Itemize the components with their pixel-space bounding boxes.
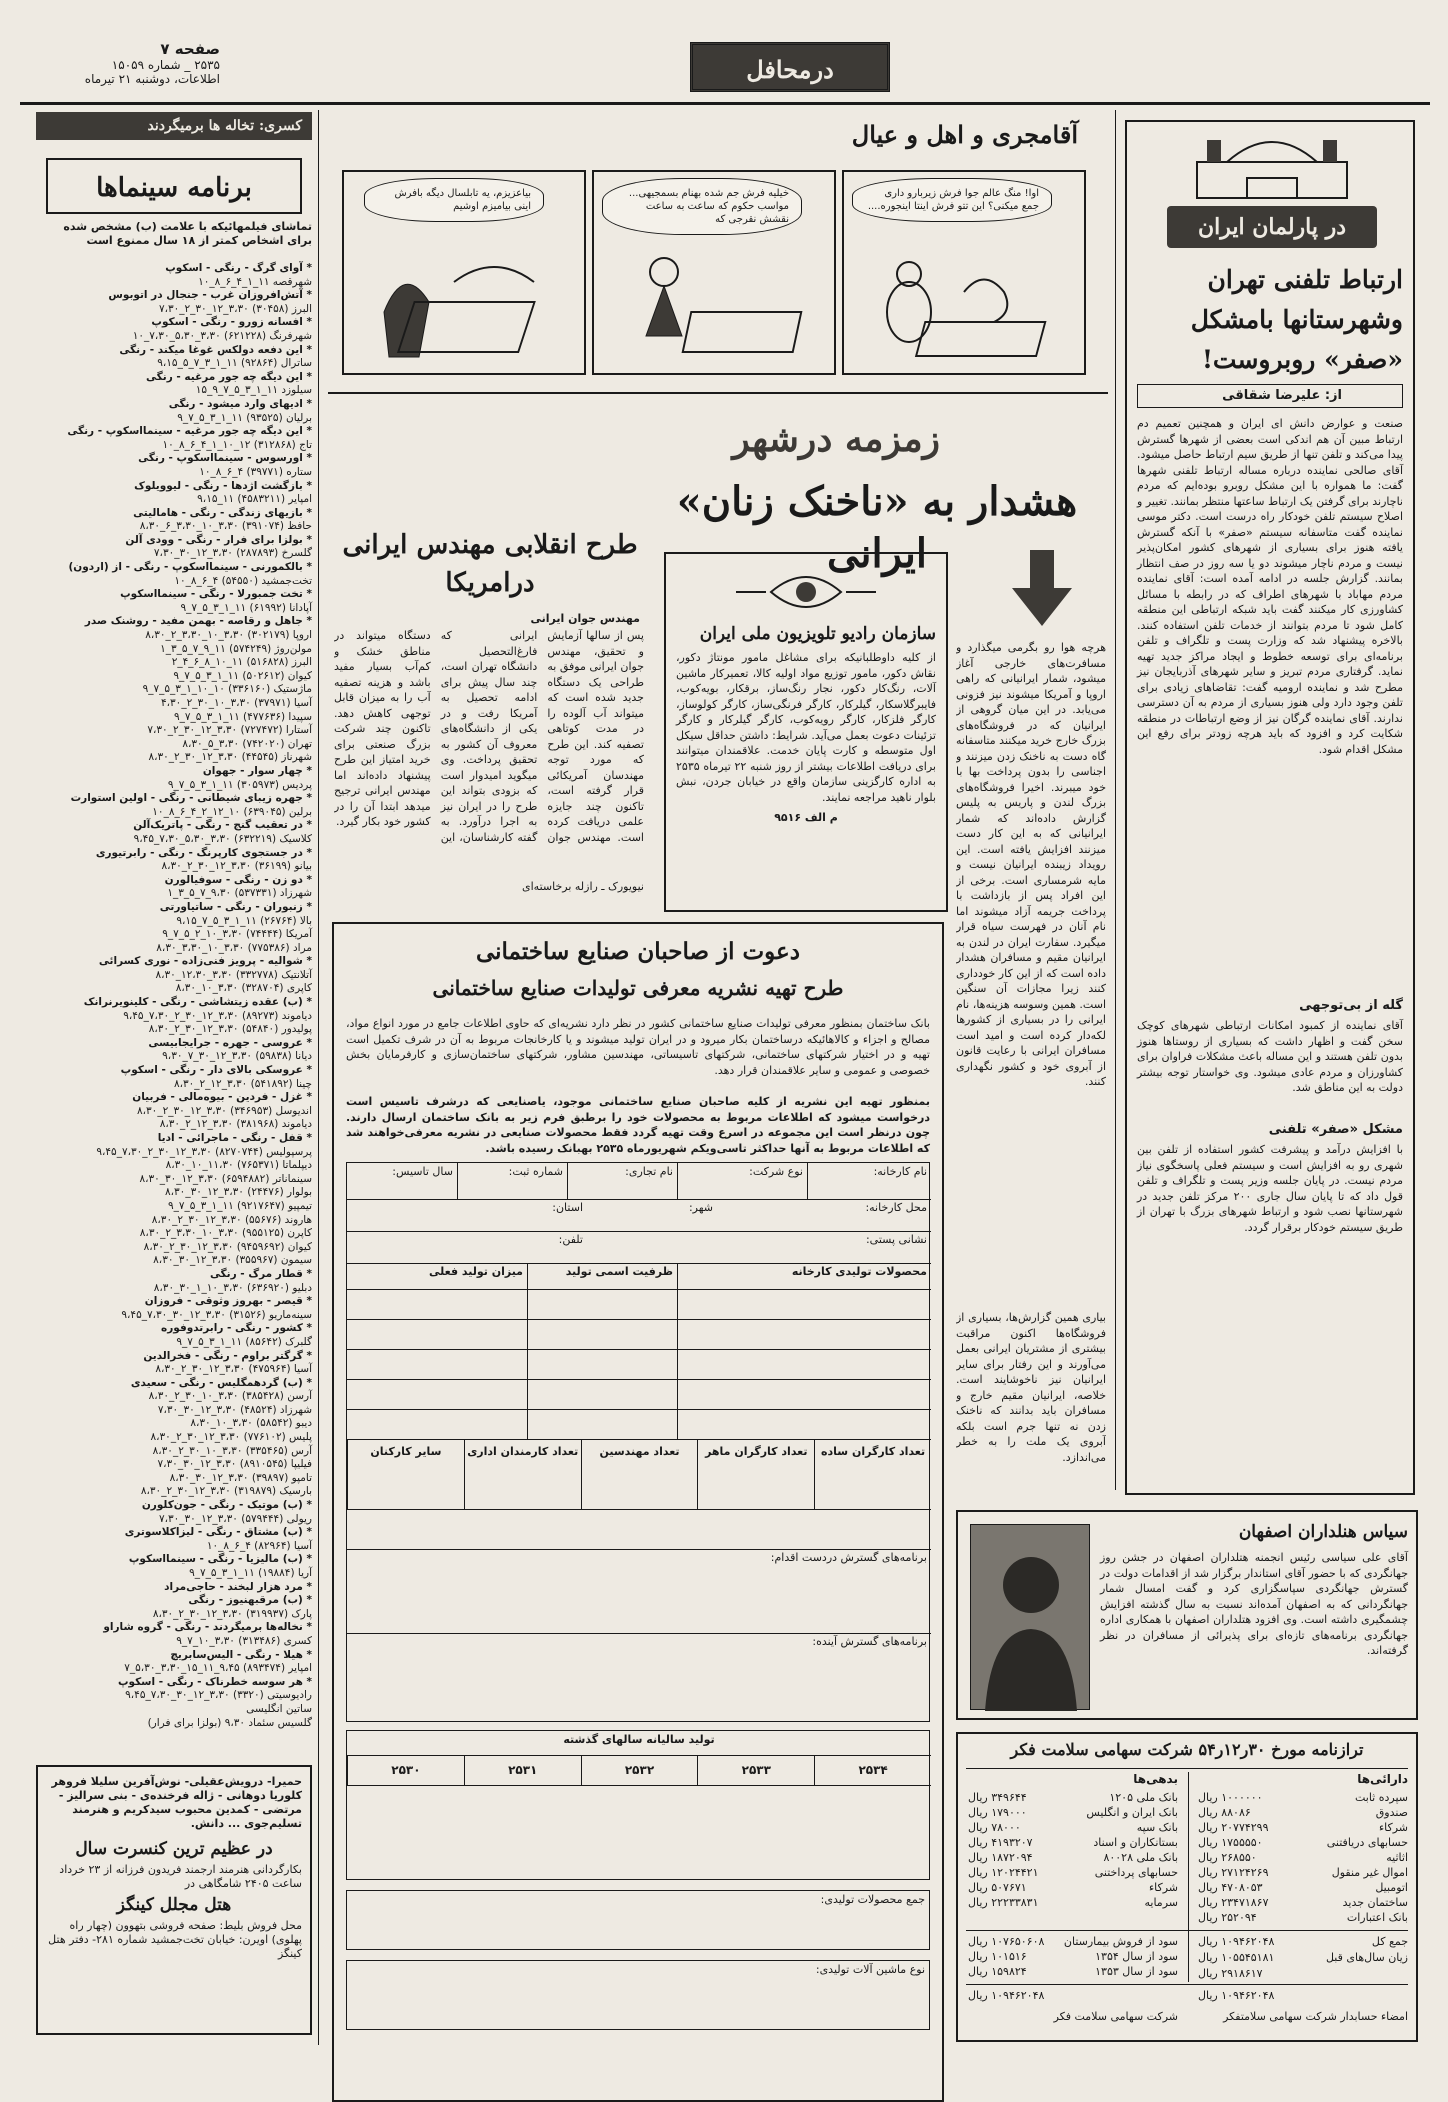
field-postal[interactable]: نشانی پستی: bbox=[865, 1233, 927, 1246]
cinema-showtime: آمریکا (۷۴۴۴۴) ۳،۳۰_۱۰_۲_۵_۷_۹ bbox=[162, 928, 312, 941]
parliament-author: از: علیرضا شقاقی bbox=[1137, 384, 1403, 408]
year-col: ۲۵۳۳ bbox=[697, 1755, 814, 1785]
field-company-type[interactable]: نوع شرکت: bbox=[677, 1163, 807, 1199]
cinema-showtime: رادیوسیتی (۳۳۲۰) ۳،۳۰_۱۲_۳۰_۷،۳۰_۹،۴۵ bbox=[125, 1689, 312, 1702]
liability-row bbox=[968, 1835, 1178, 1850]
parliament-subhead-1: گله از بی‌توجهی bbox=[1299, 998, 1403, 1013]
liability-row bbox=[968, 1790, 1178, 1805]
cartoon-figures-2 bbox=[604, 252, 828, 372]
col-products: محصولات تولیدی کارخانه bbox=[677, 1263, 931, 1289]
income-row-value: ۱۵۹۸۲۴ ریال bbox=[968, 1965, 1027, 1978]
cinema-showtime: ساتین انگلیسی bbox=[246, 1702, 312, 1715]
staff-col-header: تعداد کارگران ساده bbox=[814, 1439, 931, 1509]
cinema-showtime: بولوار (۲۴۴۷۶) ۳،۳۰_۱۲_۳۰_۸،۳۰ bbox=[165, 1186, 312, 1199]
staff-col-header: تعداد کارمندان اداری bbox=[464, 1439, 581, 1509]
cinema-film-title: * در جستجوی کارپرنگ - رنگی - رابرتیوری bbox=[95, 846, 312, 859]
loss-row bbox=[1198, 1950, 1408, 1965]
date-line: اطلاعات، دوشنبه ۲۱ تیرماه bbox=[84, 72, 220, 86]
cinema-film-title: * (ب) عقده زیتشاشی - رنگی - کلینویرنرانک bbox=[83, 996, 312, 1009]
cinema-showtime: چینا (۵۴۱۸۹۲) ۳،۳۰_۱۲_۲_۸،۳۰ bbox=[173, 1077, 312, 1090]
asset-row-value: ۲۰۷۷۴۲۹۹ ریال bbox=[1198, 1821, 1269, 1834]
cinema-film-title: * کشور - رنگی - رابرتدوفوره bbox=[161, 1322, 312, 1335]
balance-sheet bbox=[956, 1732, 1418, 2042]
asset-row-label: اتومبیل bbox=[1375, 1881, 1408, 1894]
loss-value-2: ۲۹۱۸۶۱۷ ریال bbox=[1198, 1967, 1263, 1980]
cinema-showtime: ستاره (۳۹۷۷۱) ۴_۶_۸_۱۰ bbox=[199, 465, 312, 478]
cinema-film-title: * شوالیه - پرویز فنی‌زاده - نوری کسرائی bbox=[98, 955, 312, 968]
industry-subtitle: طرح تهیه نشریه معرفی تولیدات صنایع ساختمانی bbox=[432, 976, 844, 1000]
cinema-showtime: آپادانا (۶۱۹۹۲) ۱۱_۱_۳_۵_۷_۹ bbox=[180, 601, 312, 614]
parliament-title: در پارلمان ایران bbox=[1167, 206, 1377, 248]
cinema-film-title: * تخت جمبورلا - رنگی - سینمااسکوپ bbox=[120, 588, 312, 601]
cartoon-figures-1 bbox=[854, 252, 1078, 372]
concert-tickets: محل فروش بلیط: صفحه فروشی بتهوون (چهار راه پهلوی) اویرن: خیابان تخت‌جمشید شماره ۲۸۱- دفتر هتل کینگز bbox=[48, 1919, 302, 1960]
masthead-rule bbox=[20, 102, 1430, 105]
balance-total: ۱۰۹۴۶۲۰۴۸ ریال bbox=[1198, 1989, 1275, 2002]
cinema-showtime: شهرزاد (۵۳۷۳۳۱) ۹،۳۰_۷_۵_۳_۱ bbox=[167, 887, 312, 900]
industry-intro-2: بمنظور تهیه این نشریه از کلیه صاحبان صنایع ساختمانی موجود، یاصنایعی که درشرف تاسیس است درخواست میشود که اطلاعات مربوط به محصولات خود را برطبق فرم زیر به بانک ساختمان ارسال دارند. چون درنظر است این مجموعه در اسرع وقت تهیه گردد فقط محصولات صنایعی در نشریه معرفی‌خواهند شد که اطلاعات مربوط به آنها حداکثر تاسی‌ویکم شهریورماه ۲۵۳۵ بهبانک رسیده باشد. bbox=[346, 1095, 930, 1155]
cinema-film-title: * زنبوران - رنگی - ساتیاورتی bbox=[159, 900, 312, 913]
cinema-film-title: * در تعقیب گنج - رنگی - پاتریک‌آلن bbox=[133, 819, 312, 832]
cinema-showtime: آسیا (۸۲۹۶۴) ۴_۶_۸_۱۰ bbox=[206, 1539, 312, 1552]
liability-row bbox=[968, 1895, 1178, 1910]
cartoon-figures-3 bbox=[354, 242, 578, 372]
year-col: ۲۵۳۲ bbox=[581, 1755, 698, 1785]
cinema-header: برنامه سینماها bbox=[46, 158, 302, 214]
concert-title: در عظیم ترین کنسرت سال bbox=[75, 1839, 273, 1859]
cinema-film-title: * این دفعه دولکس غوغا میکند - رنگی bbox=[119, 343, 312, 356]
cinema-film-title: * (ب) مشتاق - رنگی - لیزاکلاسوتری bbox=[124, 1526, 312, 1539]
cinema-showtime: دیانا (۵۹۸۳۸) ۳،۳۰_۱۲_۳۰_۷_۹،۳۰ bbox=[162, 1050, 312, 1063]
cinema-film-title: * (ب) موتیک - رنگی - جون‌کلورن bbox=[141, 1499, 312, 1512]
parliament-subhead-2: مشکل «صفر» تلفنی bbox=[1268, 1122, 1403, 1137]
cinema-film-title: * غزل - فردین - بیوه‌مالی - فربیان bbox=[132, 1091, 312, 1104]
cinema-showtime: آسیا (۴۷۵۹۶۴) ۳،۳۰_۱۲_۳۰_۲_۸،۳۰ bbox=[155, 1363, 312, 1376]
loss-value: ۱۰۵۵۴۵۱۸۱ ریال bbox=[1198, 1951, 1275, 1964]
hoteliers-box bbox=[956, 1510, 1418, 1720]
hoteliers-body: آقای علی سیاسی رئیس انجمنه هتلداران اصفهان در جشن روز جهانگردی که با حضور آقای استاندار برگزار شد از اقدامات دولت در گسترش جهانگردی سپاسگزاری کرد و گفت امسال شمار جهانگردانی که به اصفهان آمده‌اند نسبت به سال گذشته افزایش چشمگیری داشته است. وی افزود هتلداران اصفهان با همکاری اداره جهانگردی برنامه‌های تازه‌ای برای پذیرائی از مسافران در نظر گرفته‌اند. bbox=[1100, 1551, 1408, 1657]
cinema-showtime: مراد (۷۷۵۳۸۶) ۳،۳۰_۱۰_۳،۳۰_۸،۳۰ bbox=[156, 941, 312, 954]
cinema-showtime: بیانو (۳۶۱۹۹) ۳،۳۰_۱۲_۳۰_۲_۸،۳۰ bbox=[161, 860, 312, 873]
cartoon-panel-2 bbox=[592, 170, 836, 375]
liability-row-value: ۱۲۰۲۴۴۲۱ ریال bbox=[968, 1866, 1039, 1879]
past-production bbox=[346, 1730, 930, 1880]
staff-col-header: تعداد کارگران ماهر bbox=[697, 1439, 814, 1509]
cinema-showtime: گلبرک (۸۵۶۴۲) ۱۱_۱_۳_۵_۷_۹ bbox=[176, 1335, 312, 1348]
cinema-showtime: کاپری (۳۲۸۷۰۴) ۳،۳۰_۱۰_۸،۳۰ bbox=[175, 982, 312, 995]
speech-bubble-2: خیلیه فرش جم شده بهنام بسمجیهی... مواسب حکوم که ساعت به ساعت نقشش نقرجی که bbox=[602, 178, 802, 235]
sign-left: شرکت سهامی سلامت فکر bbox=[1053, 2010, 1178, 2023]
cinema-showtime: شهرفرنگ (۶۲۱۲۲۸) ۳،۳۰_۵،۳۰_۷،۳۰_۱۰ bbox=[132, 329, 312, 342]
portrait-photo bbox=[970, 1524, 1090, 1710]
radio-tv-body: از کلیه داوطلبانیکه برای مشاغل مامور مونتاژ دکور، نقاش دکور، مامور توزیع مواد اولیه کالا، تعمیرکار ماشین آلات، رنگ‌کار دکور، نجار رنگ‌ساز، برقکار، بویه‌کوب، فایبرگلاسکار، گیلرکار، کارگر فرنگی‌ساز، کارگر کولوساز، کارگر فلزکار، کارگر رویه‌کوب، کارگر گیلرکار و کارگر تزئینات دعوت بعمل می‌آید. شرایط: داشتن حداقل سیکل اول متوسطه و کارت پایان خدمت. علاقمندان میتوانند برای دریافت اطلاعات بیشتر از روز شنبه ۲۲ تیرماه ۲۵۳۵ به اداره کارگزینی سازمان واقع در خیابان جردن، نبش بلوار ناهید مراجعه نمایند. bbox=[676, 651, 936, 804]
cinema-showtime: کلاسیک (۶۳۲۲۱۹) ۳،۳۰_۵،۳۰_۷،۳۰_۹،۴۵ bbox=[133, 832, 312, 845]
cinema-showtime: کاپرن (۹۵۵۱۲۵) ۳،۳۰_۱۰_۳،۳۰_۲_۸،۳۰ bbox=[139, 1227, 312, 1240]
balance-total-row bbox=[1198, 1988, 1408, 2003]
asset-row-value: ۲۷۱۲۴۲۶۹ ریال bbox=[1198, 1866, 1269, 1879]
col-actual: میزان تولید فعلی bbox=[429, 1265, 523, 1278]
asset-row bbox=[1198, 1910, 1408, 1925]
cinema-showtime: تیمپیو (۹۲۱۷۶۴۷) ۱۱_۱_۳_۵_۷_۹ bbox=[167, 1199, 312, 1212]
cinema-film-title: * چهار سوار - جهوان bbox=[202, 764, 312, 777]
asset-row-label: سپرده ثابت bbox=[1354, 1791, 1408, 1804]
field-current-plan[interactable]: برنامه‌های گسترش دردست اقدام: bbox=[770, 1551, 927, 1564]
cinema-film-title: * بالکمورنی - سینمااسکوپ - رنگی - از (اردون) bbox=[68, 561, 312, 574]
asset-row-label: حسابهای دریافتنی bbox=[1326, 1836, 1408, 1849]
cinema-film-title: * قیصر - بهروز وثوقی - فروزان bbox=[144, 1295, 312, 1308]
asset-row-label: اموال غیر منقول bbox=[1331, 1866, 1408, 1879]
cinema-showtime: کسری (۳۱۳۴۸۶) ۳،۳۰_۱۰_۷_۹ bbox=[176, 1634, 312, 1647]
parliament-headline: ارتباط تلفنی تهران وشهرستانها بامشکل «صفر» روبروست! bbox=[1190, 265, 1403, 374]
engineer-body: پس از سالها آزمایش و تحقیق، مهندس جوان ایرانی موفق به طراحی یک دستگاه جدید شده است که میتواند آب آلوده را در مدت کوتاهی تصفیه کند. این طرح که مورد توجه مهندسان آمریکائی قرار گرفته است، تاکنون چند جایزه علمی دریافت کرده است. مهندس جوان ایرانی که فارغ‌التحصیل دانشگاه تهران است، چند سال پیش برای ادامه تحصیل به آمریکا رفت و در یکی از دانشگاه‌های معروف آن کشور به تحقیق پرداخت. وی میگوید امیدوار است که بزودی بتواند این طرح را در ایران نیز به اجرا درآورد. به گفته کارشناسان، این دستگاه میتواند در مناطق خشک و کم‌آب بسیار مفید باشد و هزینه تصفیه آب را به میزان قابل توجهی کاهش دهد. تاکنون چند شرکت بزرگ صنعتی برای خرید امتیاز این طرح پیشنهاد داده‌اند اما مهندس ایرانی ترجیح میدهد ابتدا آن را در کشور خود بکار گیرد. bbox=[334, 629, 644, 844]
cinema-showtime: پرسپولیس (۸۲۷۰۷۴۴) ۳،۳۰_۱۲_۳۰_۲_۷،۳۰_۹،۴۵ bbox=[96, 1145, 312, 1158]
cinema-showtime: دیاموند (۳۸۱۹۶۸) ۳،۳۰_۱۲_۲_۸،۳۰ bbox=[159, 1118, 312, 1131]
liability-row-label: بانک ملی ۸۰۰۲۸ bbox=[1103, 1851, 1178, 1864]
cinema-film-title: * جاهل و رقاصه - بهمن مفید - روشنک صدر bbox=[84, 615, 312, 628]
speech-bubble-1: اوا! منگ عالم جوا فرش زیربارو داری جمع میکنی؟ این تتو فرش اینتا اینجوره.... bbox=[852, 178, 1052, 222]
cinema-showtime: پلیس (۷۷۶۱۰۲) ۳،۳۰_۱۲_۳۰_۲_۸،۳۰ bbox=[150, 1431, 312, 1444]
cinema-showtime: بارسیک (۳۱۹۸۷۹) ۳،۳۰_۱۲_۳۰_۲_۸،۳۰ bbox=[140, 1485, 312, 1498]
cinema-showtime: ماژستیک (۳۳۶۱۶۰) ۱۰_۱۰_۱_۳_۵_۷_۹ bbox=[142, 683, 312, 696]
assets-list bbox=[1198, 1790, 1408, 1925]
cinema-showtime: هاروند (۵۵۶۷۶) ۳،۳۰_۱۲_۳۰_۲_۸،۳۰ bbox=[151, 1213, 312, 1226]
cinema-intro: تماشای فیلمهائیکه با علامت (ب) مشخص شده برای اشخاص کمتر از ۱۸ سال ممنوع است bbox=[63, 220, 312, 247]
asset-row bbox=[1198, 1835, 1408, 1850]
cinema-film-title: * مرد هزار لبخند - حاجی‌مراد bbox=[164, 1580, 312, 1593]
balance-title: ترازنامه مورخ ۳۰ر۱۲ر۵۴ شرکت سهامی سلامت فکر bbox=[1010, 1740, 1364, 1759]
income-row-label: سود از سال ۱۳۵۴ bbox=[1095, 1950, 1178, 1963]
cinema-film-title: * (ب) گردهمگلیس - رنگی - سعیدی bbox=[130, 1376, 312, 1389]
liability-row bbox=[968, 1880, 1178, 1895]
cinema-showtime: دیاموند (۸۹۲۷۳) ۳،۳۰_۱۲_۳۰_۲_۷،۳۰_۹،۴۵ bbox=[123, 1009, 312, 1022]
field-reg-no[interactable]: شماره ثبت: bbox=[457, 1163, 567, 1199]
year-col: ۲۵۳۴ bbox=[814, 1755, 931, 1785]
loss-label: زیان سال‌های قبل bbox=[1325, 1951, 1408, 1964]
liability-row-label: بستانکاران و اسناد bbox=[1093, 1836, 1178, 1849]
asset-row-label: ساختمان جدید bbox=[1342, 1896, 1408, 1909]
issue-line: ۲۵۳۵ _ شماره ۱۵۰۵۹ bbox=[111, 58, 220, 72]
cinema-showtime: دیبو (۵۸۵۴۲) ۳،۳۰_۱۰_۸،۳۰ bbox=[190, 1417, 312, 1430]
field-province[interactable]: استان: bbox=[552, 1201, 583, 1214]
industry-form bbox=[332, 922, 944, 2102]
asset-row-value: ۱۷۵۵۵۵۰ ریال bbox=[1198, 1836, 1263, 1849]
cinema-showtime: اندیوسل (۳۴۶۹۵۳) ۳،۳۰_۱۲_۳۰_۲_۸،۳۰ bbox=[137, 1104, 312, 1117]
liab-total-row bbox=[968, 1988, 1178, 2003]
emblem-icon bbox=[676, 564, 936, 620]
cinema-showtime: آرسن (۳۸۵۴۲۸) ۳،۳۰_۱۰_۳۰_۲_۸،۳۰ bbox=[148, 1390, 312, 1403]
field-city[interactable]: شهر: bbox=[688, 1201, 713, 1214]
cinema-showtime: آریا (۱۹۸۸۴) ۱۱_۱_۳_۵_۷_۹ bbox=[189, 1567, 312, 1579]
liability-row bbox=[968, 1850, 1178, 1865]
field-year[interactable]: سال تاسیس: bbox=[392, 1165, 453, 1178]
cinema-film-title: * این دیگه چه جور مرغیه - سینمااسکوپ - رنگی bbox=[67, 425, 312, 438]
parliament-building-icon bbox=[1167, 132, 1377, 202]
asset-row-value: ۴۷۰۸۰۵۳ ریال bbox=[1198, 1881, 1263, 1894]
cinema-showtime: حافظ (۳۹۱۰۷۴) ۳،۳۰_۱۰_۳،۳۰_۶_۸،۳۰ bbox=[139, 520, 312, 533]
cinema-showtime: شهرقصه ۱۱_۱_۴_۶_۸_۱۰ bbox=[198, 275, 312, 288]
cinema-showtime: البرز (۵۱۶۸۲۸) ۱۱_۱۰_۸_۶_۴_۲ bbox=[171, 656, 312, 669]
concert-hotel: هتل مجلل کینگز bbox=[116, 1895, 232, 1915]
cinema-film-title: * قفل - رنگی - ماجرائی - ادیا bbox=[157, 1132, 312, 1144]
liability-row-label: سرمایه bbox=[1144, 1896, 1178, 1909]
cinema-showtime: فیلیپا (۸۹۱۰۵۴۵) ۳،۳۰_۱۲_۳۰_۷،۳۰ bbox=[157, 1458, 312, 1471]
liability-row-label: بانک ایران و انگلیس bbox=[1086, 1806, 1178, 1819]
loss-row-2 bbox=[1198, 1966, 1408, 1981]
cinema-showtime: برلیان (۹۳۵۲۵) ۱۱_۱_۳_۵_۷_۹ bbox=[177, 411, 312, 424]
cinema-film-title: * بازیهای زندگی - رنگی - هامالیتی bbox=[133, 506, 312, 519]
liab-total: ۱۰۹۴۶۲۰۴۸ ریال bbox=[968, 1989, 1045, 2002]
asset-row bbox=[1198, 1895, 1408, 1910]
concert-ad bbox=[36, 1765, 312, 2035]
liability-row-value: ۱۸۷۲۰۹۴ ریال bbox=[968, 1851, 1033, 1864]
parliament-body-3: با افزایش درآمد و پیشرفت کشور استفاده از تلفن بین شهری رو به افزایش است و سیستم فعلی پاسخگوی نیاز مردم نیست. در پایان جلسه وزیر پست و تلگراف و تلفن قول داد که تا پایان سال جاری ۲۰۰ مرکز تلفن جدید در شهرستانها نصب شود و ارتباط شهرهای بزرگ با تهران از طریق سیستم خودکار برقرار گردد. bbox=[1137, 1143, 1403, 1234]
cinema-film-title: * عروسی - جهره - جرایجابیسی bbox=[148, 1036, 312, 1049]
field-factory-name[interactable]: نام کارخانه: bbox=[807, 1163, 931, 1199]
staff-header-row bbox=[347, 1439, 931, 1509]
cinema-film-title: * اورسوس - سینمااسکوپ - رنگی bbox=[138, 452, 312, 465]
cinema-showtime: پولیدور (۵۴۸۴۰) ۳،۳۰_۱۲_۳۰_۲_۸،۳۰ bbox=[148, 1023, 312, 1036]
cinema-showtime: آستارا (۷۲۷۴۷۲) ۳،۳۰_۱۲_۳۰_۲_۷،۳۰ bbox=[147, 724, 312, 737]
masthead bbox=[0, 0, 1448, 110]
cinema-showtime: ساترال (۹۲۸۶۴) ۱۱_۱_۳_۷_۵_۹،۱۵ bbox=[157, 357, 312, 370]
cinema-film-title: * این دیگه چه جور مرغیه - رنگی bbox=[146, 370, 312, 383]
cinema-showtime: برلین (۶۳۹۰۴۵) ۱۰_۱۲_۲_۴_۶_۸_۱۰ bbox=[152, 805, 312, 818]
cinema-showtime: پردیس (۳۰۵۹۷۳) ۱۱_۱_۳_۵_۷_۹ bbox=[167, 778, 312, 791]
cinema-strip: کسری: تخاله ها برمیگردند bbox=[36, 112, 312, 140]
cinema-showtime: شهرناز (۴۴۵۴۵) ۳،۳۰_۱۲_۳۰_۲_۸،۳۰ bbox=[148, 751, 312, 764]
liabilities-list bbox=[968, 1790, 1178, 1910]
page-label: صفحه ۷ bbox=[160, 40, 220, 58]
income-row-value: ۱۰۱۵۱۶ ریال bbox=[968, 1950, 1027, 1963]
asset-row bbox=[1198, 1820, 1408, 1835]
cinema-film-title: * بازگشت اژدها - رنگی - لیوویلوک bbox=[134, 479, 312, 492]
cinema-showtime: آتلانتیک (۳۳۲۷۷۸) ۳،۳۰_۱۲،۳۰_۸،۳۰ bbox=[155, 968, 312, 981]
field-future-plan[interactable]: برنامه‌های گسترش آینده: bbox=[812, 1635, 927, 1648]
cinema-showtime: اروپا (۳۰۲۱۷۹) ۳،۳۰_۱۰_۳،۳۰_۲_۸،۳۰ bbox=[145, 629, 312, 642]
radio-tv-code: م الف ۹۵۱۶ bbox=[774, 811, 838, 824]
zemzeme-headline: هشدار به «ناخنک زنان» ایرانی bbox=[676, 478, 1078, 577]
cinema-film-title: * آتش‌افروزان غرب - جنجال در اتوبوس bbox=[108, 289, 312, 302]
liability-row-value: ۳۴۹۶۴۴ ریال bbox=[968, 1791, 1027, 1804]
field-phone[interactable]: تلفن: bbox=[558, 1233, 583, 1246]
liability-row bbox=[968, 1820, 1178, 1835]
cinema-film-title: * قطار مرگ - رنگی bbox=[209, 1267, 312, 1280]
cinema-film-title: * عروسکی بالای دار - رنگی - اسکوپ bbox=[120, 1064, 312, 1077]
cinema-showtime: البرز (۳۰۴۵۸) ۳،۳۰_۱۲_۳۰_۲_۷،۳۰ bbox=[158, 302, 312, 315]
parliament-header bbox=[1167, 132, 1377, 252]
rule-parliament bbox=[1115, 110, 1116, 1490]
asset-row bbox=[1198, 1850, 1408, 1865]
parliament-body-2: آقای نماینده از کمبود امکانات ارتباطی شهرهای کوچک سخن گفت و اظهار داشت که بسیاری از روستاها هنوز بدون تلفن هستند و این مساله باعث مشکلات فراوان برای کشاورزان و مردم عادی میشود. وی خواستار توجه بیشتر دولت به این مناطق شد. bbox=[1137, 1019, 1403, 1094]
engineer-source: نیویورک ـ رازله برخاسته‌ای bbox=[522, 880, 644, 893]
income-row-label: سود از سال ۱۳۵۳ bbox=[1095, 1965, 1178, 1978]
staff-col-header: تعداد مهندسین bbox=[581, 1439, 698, 1509]
cinema-showtime: سیلوزد ۱۱_۱_۳_۵_۷_۹_۱۵ bbox=[195, 384, 312, 397]
cartoon-title: آقامجری و اهل و عیال bbox=[851, 120, 1078, 149]
cinema-showtime: تهران (۷۴۲۰۲۰) ۳،۳۰_۵_۸،۳۰ bbox=[182, 737, 312, 750]
cinema-film-title: * هر سوسه خطرناک - رنگی - اسکوپ bbox=[117, 1675, 312, 1688]
cinema-showtime: امپایر (۴۵۸۳۲۱۱) ۱۱_۹،۱۵ bbox=[197, 493, 312, 506]
liability-row-label: حسابهای پرداختنی bbox=[1094, 1866, 1178, 1879]
cinema-showtime: سیمون (۳۵۵۹۶۷) ۳،۳۰_۱۲_۳۰_۸،۳۰ bbox=[153, 1254, 312, 1267]
asset-row-label: بانک اعتبارات bbox=[1346, 1911, 1408, 1924]
liability-row-value: ۴۱۹۳۲۰۷ ریال bbox=[968, 1836, 1033, 1849]
asset-row-value: ۱۰۰۰۰۰۰ ریال bbox=[1198, 1791, 1263, 1804]
cinema-column bbox=[36, 112, 312, 1762]
cinema-showtime: تخت‌جمشید (۵۴۵۵۰) ۴_۶_۸_۱۰ bbox=[174, 574, 312, 587]
industry-title: دعوت از صاحبان صنایع ساختمانی bbox=[475, 938, 801, 965]
liability-row-value: ۲۲۲۳۳۸۳۱ ریال bbox=[968, 1896, 1039, 1909]
cinema-showtime: شهرزاد (۴۸۵۲۴) ۳،۳۰_۱۲_۳۰_۷،۳۰ bbox=[157, 1403, 312, 1416]
asset-row-label: صندوق bbox=[1375, 1806, 1408, 1819]
asset-row bbox=[1198, 1865, 1408, 1880]
cinema-film-title: * بولزا برای فرار - رنگی - وودی آلن bbox=[125, 533, 312, 546]
year-col: ۲۵۳۰ bbox=[347, 1755, 464, 1785]
cartoon-panel-1 bbox=[842, 170, 1086, 375]
cinema-showtime: پارک (۳۱۹۹۳۷) ۳،۳۰_۱۲_۳۰_۲_۸،۳۰ bbox=[152, 1607, 312, 1620]
liability-row-label: بانک ملی ۱۲۰۵ bbox=[1109, 1791, 1178, 1804]
field-address[interactable]: محل کارخانه: bbox=[865, 1201, 927, 1214]
field-brand[interactable]: نام تجاری: bbox=[567, 1163, 677, 1199]
cartoon-panel-3 bbox=[342, 170, 586, 375]
cinema-showtime: تاج (۳۱۲۸۶۸) ۱۲_۱۰_۱_۴_۶_۸_۱۰ bbox=[162, 438, 312, 451]
assets-total-row bbox=[1198, 1934, 1408, 1949]
zemzeme-body-2: بیاری همین گزارش‌ها، بسیاری از فروشگاه‌ها اکنون مراقبت بیشتری از مشتریان ایرانی بعمل می‌آورند و این رفتار برای سایر ایرانیان نیز ناخوشایند است. خلاصه، ایرانیان مقیم خارج و مسافران باید بدانند که ناخنک زدن نه تنها جرم است بلکه آبروی یک ملت را به خطر می‌اندازد. bbox=[956, 1311, 1106, 1464]
col-capacity: ظرفیت اسمی تولید bbox=[527, 1263, 677, 1289]
income-row bbox=[968, 1934, 1178, 1949]
radio-tv-org: سازمان رادیو تلویزیون ملی ایران bbox=[699, 624, 936, 644]
years-row bbox=[347, 1755, 931, 1785]
cartoon-strip bbox=[328, 120, 1090, 382]
section-title: درمحافل bbox=[690, 42, 890, 92]
asset-row-label: اثاثیه bbox=[1386, 1851, 1408, 1864]
liability-row-value: ۱۷۹۰۰۰ ریال bbox=[968, 1806, 1027, 1819]
industry-intro: بانک ساختمان بمنظور معرفی تولیدات صنایع ساختمانی کشور در نظر دارد نشریه‌ای که حاوی اطلاعات جامع در مورد انواع مواد، مصالح و اجزاء و کالاهائیکه درساختمان بکار میرود و در ایران تولید میشوند و یا کارخانجات مربوط به آن در شرف تکمیل است تهیه و در اختیار شرکتهای ساختمانی، شرکتهای تاسیساتی، مهندسین مشاور، شرکتهای ساختمان‌سازی و کارفرمایان بخش خصوصی و عمومی و سایر علاقمندان قرار دهد. bbox=[346, 1017, 930, 1077]
field-machinery[interactable]: نوع ماشین آلات تولیدی: bbox=[346, 1960, 930, 2030]
sign-right: امضاء حسابدار شرکت سهامی سلامتفکر bbox=[1223, 2010, 1408, 2023]
income-row-value: ۱۰۷۶۵۰۶۰۸ ریال bbox=[968, 1935, 1045, 1948]
concert-desc: بکارگردانی هنرمند ارجمند فریدون فرزانه از ۲۳ خرداد ساعت ۲۴۰۵ شامگاهی در bbox=[59, 1863, 302, 1890]
cinema-showtime: بالا (۲۶۷۶۴) ۱۱_۱_۳_۵_۷_۹،۱۵ bbox=[176, 914, 312, 927]
cinema-showtime: سپیدا (۴۷۷۶۳۶) ۱۱_۱_۳_۵_۷_۹ bbox=[173, 710, 312, 723]
liability-row bbox=[968, 1805, 1178, 1820]
hoteliers-title: سیاس هنلداران اصفهان bbox=[1238, 1522, 1408, 1542]
asset-row-label: شرکاء bbox=[1378, 1821, 1408, 1834]
staff-col-header: سایر کارکنان bbox=[347, 1439, 464, 1509]
cinema-film-title: * هیلا - رنگی - الیس‌سابریچ bbox=[170, 1648, 312, 1661]
cinema-showtime: سینه‌ماریو (۳۱۵۲۶) ۳،۳۰_۱۲_۳۰_۷،۳۰_۹،۴۵ bbox=[121, 1308, 312, 1321]
asset-row-value: ۲۳۴۷۱۸۶۷ ریال bbox=[1198, 1896, 1269, 1909]
assets-label: دارائی‌ها bbox=[1357, 1772, 1408, 1786]
liability-row-value: ۵۰۷۶۷۱ ریال bbox=[968, 1881, 1027, 1894]
parliament-box bbox=[1125, 120, 1415, 1495]
cinema-film-title: * افسانه زورو - رنگی - اسکوپ bbox=[151, 316, 312, 329]
asset-row-value: ۲۵۲۰۹۴ ریال bbox=[1198, 1911, 1257, 1924]
form-grid bbox=[346, 1162, 930, 1722]
cinema-film-title: * ادیهای وارد میشود - رنگی bbox=[168, 397, 312, 410]
cinema-film-title: * گرگتر براوم - رنگی - فخرالدین bbox=[143, 1349, 312, 1362]
liability-row-value: ۷۸۰۰۰ ریال bbox=[968, 1821, 1021, 1834]
year-col: ۲۵۳۱ bbox=[464, 1755, 581, 1785]
cinema-showtime: تامپو (۳۹۸۹۷) ۳،۳۰_۱۲_۳۰_۸،۳۰ bbox=[169, 1471, 312, 1484]
engineer-title: طرح انقلابی مهندس ایرانی درامریکا bbox=[342, 530, 638, 598]
engineer-dateline: مهندس جوان ایرانی bbox=[530, 612, 640, 625]
cinema-showtime: آرس (۳۳۵۴۶۵) ۳،۳۰_۱۰_۳۰_۲_۸،۳۰ bbox=[152, 1444, 312, 1457]
rule-cinema bbox=[318, 110, 319, 2045]
parliament-body: صنعت و عوارض دانش ای ایران و همچنین تعمیم دم ارتباط مبین آن هم اندکی است بعضی از شهرها گسترش پیدا می‌کند و تلفن تنها از طریق سیم ارتباط حاصل میشود. آقای صالحی نماینده درباره مساله ارتباط تلفنی شهرها گفت: ما همواره با این مشکل روبرو بوده‌ایم که مردم ناچارند برای گرفتن یک ارتباط ساعتها منتظر بمانند. تغییر و اصلاح سیستم تلفن خودکار راه درست است. دکتر موسی نماینده گفت متاسفانه سیستم «صفر» با آنکه گسترش یافته هنوز برای بسیاری از شهرهای کشور امکان‌پذیر نیست و مردم ناچار میشوند دو یا سه روز در صف انتظار بمانند. گزارش جلسه در ادامه آمده است: آقای نماینده مردم مهاباد با شهرهای اطراف که در رابطه با مسائل کشاورزی کار میکنند گفت باید شبکه ارتباطی این منطقه کامل شود تا مردم بتوانند از خدمات تلفن استفاده کنند. بالاخره پیشنهاد شد که وزارت پست و تلگراف و تلفن برنامه‌ای برای توسعه خطوط و ایجاد مراکز جدید تهیه نماید. گرفتاری مردم تبریز و سایر شهرهای آذربایجان نیز مطرح شد و نماینده ارومیه گفت: تقاضاهای زیادی برای تلفن وجود دارد ولی هنوز بسیاری از مردم به آن دسترسی ندارند. آقای نماینده گرگان نیز از وضع ارتباطات در منطقه شکایت کرد و افزود که باید هرچه زودتر برای رفع این مشکل اقدام شود. bbox=[1137, 417, 1403, 756]
cinema-showtime: ریولی (۵۷۹۴۴۴) ۳،۳۰_۱۲_۳۰_۷،۳۰ bbox=[158, 1512, 312, 1525]
cinema-showtime: کیوان (۹۴۵۹۶۹۲) ۳،۳۰_۱۲_۳۰_۲_۸،۳۰ bbox=[143, 1240, 312, 1253]
cinema-list bbox=[36, 262, 312, 1730]
cinema-showtime: گلسرخ (۲۸۷۸۹۳) ۳،۳۰_۱۲_۳۰_۷،۳۰ bbox=[153, 547, 312, 560]
asset-row bbox=[1198, 1880, 1408, 1895]
cinema-showtime: مولن‌روژ (۵۷۴۲۴۹) ۱۱_۹_۷_۵_۳_۱ bbox=[160, 642, 312, 655]
cinema-showtime: امپایر (۸۹۳۴۷۴) ۹،۴۵_۱۱_۱۵_۳،۳۰_۵،۳۰_۷ bbox=[124, 1662, 312, 1675]
cartoon-rule bbox=[328, 392, 1108, 394]
cinema-film-title: * (ب) مرقبهنیوز - رنگی bbox=[188, 1594, 312, 1607]
assets-total: ۱۰۹۴۶۲۰۴۸ ریال bbox=[1198, 1935, 1275, 1948]
radio-tv-ad bbox=[664, 552, 948, 912]
speech-bubble-3: بیاعزیزم، یه تابلسال دیگه بافرش اینی بیامیزم اوشیم bbox=[364, 178, 544, 222]
income-list bbox=[968, 1934, 1178, 1979]
cinema-film-title: * جهره زیبای شیطانی - رنگی - اولین استوارت bbox=[70, 792, 312, 805]
asset-row bbox=[1198, 1790, 1408, 1805]
field-total-products[interactable]: جمع محصولات تولیدی: bbox=[346, 1890, 930, 1950]
down-arrow-icon bbox=[1010, 548, 1074, 628]
assets-total-label: جمع کل bbox=[1371, 1935, 1408, 1948]
income-row-label: سود از فروش بیمارستان bbox=[1063, 1935, 1178, 1948]
liabilities-label: بدهی‌ها bbox=[1133, 1772, 1178, 1786]
cinema-film-title: * آوای گرگ - رنگی - اسکوپ bbox=[165, 262, 312, 274]
cinema-showtime: آسیا (۳۷۹۷۱) ۳،۳۰_۱۰_۳۰_۲_۴،۳۰ bbox=[161, 697, 312, 709]
asset-row bbox=[1198, 1805, 1408, 1820]
asset-row-value: ۸۸۰۸۶ ریال bbox=[1198, 1806, 1251, 1819]
cinema-showtime: دیپلماتا (۷۶۵۳۷۱) ۱۱،۳۰_۱۰_۸،۳۰ bbox=[165, 1159, 312, 1172]
income-row bbox=[968, 1949, 1178, 1964]
liability-row bbox=[968, 1865, 1178, 1880]
concert-names: حمیرا- درویش‌عقیلی- نوش‌آفرین سلیلا فروهر کلوریا دوهانی - ژاله فرخنده‌ی - بنی‌ سرالیز - مرتضی - کمدین محبوب سیدکریم و هنرمند تسلیم‌جوی ... دانش. bbox=[51, 1775, 302, 1830]
cinema-film-title: * نخاله‌ها برمیگردند - رنگی - گروه شاراو bbox=[103, 1621, 312, 1634]
liability-row-label: شرکاء bbox=[1148, 1881, 1178, 1894]
zemzeme-body: هرچه هوا رو بگرمی میگذارد و مسافرت‌های خارجی آغاز میشود، شمار ایرانیانی که راهی اروپا و آمریکا میشوند نیز فزونی می‌یابد. در این میان گروهی از ایرانیان که در فروشگاه‌های بزرگ خارج خرید میکنند متاسفانه گاه دست به ناخنک زدن میزنند و اجناسی را بدون پرداخت بها با خود میبرند. اخیرا فروشگاه‌های بزرگ لندن و پاریس به پلیس گزارش داده‌اند که شمار ایرانیانی که به این کار دست میزنند افزایش یافته است. این رویداد زیبنده ایرانیان نیست و مایه شرمساری است. برخی از این افراد پس از بازداشت با پرداخت جریمه آزاد میشوند اما نام آنان در فهرست سیاه قرار میگیرد. سفارت ایران در لندن به ایرانیان مقیم و مسافران هشدار داده است که از این کار خودداری کنند زیرا مجازات آن سنگین است. همین وسوسه هزینه‌ها، نام ایرانی را در بسیاری از کشورها لکه‌دار کرده است و امید است مسافران ایرانی با رعایت قانون از آبروی خود و کشور نگهداری کنند. bbox=[956, 641, 1106, 1088]
cinema-showtime: دبلیو (۶۳۶۹۲۰) ۳،۳۰_۱۰_۱_۳۰_۸،۳۰ bbox=[153, 1281, 312, 1294]
liability-row-label: بانک سپه bbox=[1136, 1821, 1178, 1834]
income-row bbox=[968, 1964, 1178, 1979]
portrait-icon bbox=[971, 1525, 1091, 1711]
asset-row-value: ۲۶۸۵۵۰ ریال bbox=[1198, 1851, 1257, 1864]
cinema-showtime: سینماناتر (۶۵۹۴۸۸۲) ۳،۳۰_۱۲_۳۰_۸،۳۰ bbox=[139, 1172, 312, 1185]
cinema-showtime: گلسیس سئماد ۹،۳۰ (بولزا برای فرار) bbox=[147, 1716, 312, 1729]
zemzeme-title: زمزمه درشهر bbox=[732, 418, 940, 460]
cinema-film-title: * (ب) مالیزیا - رنگی - سینمااسکوپ bbox=[128, 1553, 312, 1566]
cinema-showtime: کیوان (۵۰۲۶۱۲) ۱۱_۱_۳_۵_۷_۹ bbox=[173, 669, 312, 682]
cinema-film-title: * دو زن - رنگی - سوفیالورن bbox=[164, 873, 312, 886]
past-title: تولید سالیانه سالهای گذشته bbox=[563, 1733, 715, 1746]
